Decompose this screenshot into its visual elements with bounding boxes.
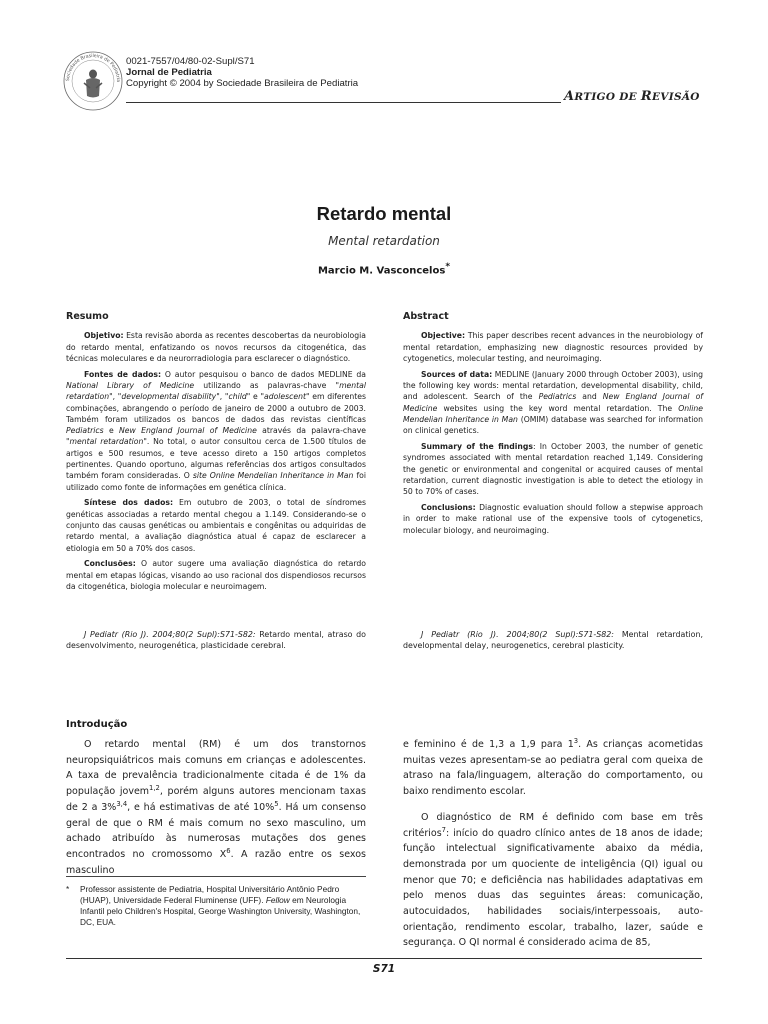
abstract-summary bbox=[403, 441, 703, 497]
objetivo-label: Objetivo: bbox=[84, 331, 124, 341]
body-text: , porém alguns autores mencionam taxas de 2 a 3% bbox=[66, 786, 366, 813]
sources-italic: Online Mendelian Inheritance in Man bbox=[403, 403, 703, 424]
section-initial: A bbox=[564, 89, 575, 104]
body-text: e feminino é de 1,3 a 1,9 para 1 bbox=[403, 739, 574, 750]
sources-label: Sources of data: bbox=[421, 369, 493, 379]
resumo-keywords bbox=[66, 629, 366, 652]
journal-name: Jornal de Pediatria bbox=[126, 66, 212, 78]
objective-text: This paper describes recent advances in the neurobiology of mental retardation, emphasizing new diagnostic resources provided by cytogenetics, molecular testing, and neuroimaging. bbox=[403, 331, 703, 363]
resumo-column bbox=[66, 311, 366, 597]
resumo-conclusoes bbox=[66, 558, 366, 592]
sources-text: websites using the key word mental retardation. The bbox=[437, 403, 679, 413]
sintese-text: Em outubro de 2003, o total de síndromes genéticas associadas a retardo mental chegou a 1.149. Considerando-se o conjunto das causas genéticas ou ambientais e congênitas ou adquiridas de retardo mental, a avaliação diagnóstica atual é capaz de esclarecer a etiologia em 50 a 70% dos casos. bbox=[66, 498, 366, 553]
fontes-italic: child bbox=[228, 392, 247, 402]
sources-text: (OMIM) database was searched for information on clinical genetics. bbox=[403, 414, 703, 436]
intro-paragraph bbox=[66, 737, 366, 878]
intro-heading: Introdução bbox=[66, 719, 128, 730]
conclusoes-label: Conclusões: bbox=[84, 559, 136, 569]
author-text: Marcio M. Vasconcelos bbox=[317, 265, 446, 277]
fontes-text: " em diferentes combinações, abrangendo o período de janeiro de 2000 a outubro de 2003. Também foram utilizados os bancos de dados das revistas científicas bbox=[66, 392, 366, 424]
sources-text: MEDLINE (January 2000 through October 2003), using the following key words: mental retardation, developmental disability, child, and adolescent. Search of the bbox=[403, 369, 703, 402]
footnote-rule bbox=[66, 876, 366, 877]
fontes-italic: mental retardation bbox=[69, 437, 144, 447]
keywords-text: Retardo mental, atraso do desenvolvimento, neurogenética, plasticidade cerebral. bbox=[66, 630, 366, 651]
article-title: Retardo mental bbox=[316, 203, 452, 224]
fontes-label: Fontes de dados: bbox=[84, 369, 162, 379]
resumo-sintese bbox=[66, 497, 366, 553]
body-text: O retardo mental (RM) é um dos transtornos neuropsiquiátricos mais comuns em crianças e adolescentes. A taxa de prevalência tradicionalmente citada é de 1% da população jovem bbox=[66, 739, 366, 798]
sources-text: and bbox=[576, 392, 603, 402]
fontes-text: O autor pesquisou o banco de dados MEDLINE da bbox=[164, 369, 367, 379]
doi-code: 0021-7557/04/80-02-Supl/S71 bbox=[126, 56, 255, 67]
fontes-text: ", " bbox=[216, 392, 229, 402]
summary-label: Summary of the findings bbox=[421, 441, 533, 451]
footer-rule bbox=[66, 958, 702, 959]
author-footnote-mark: * bbox=[445, 262, 451, 272]
body-column-left bbox=[66, 737, 366, 878]
fontes-text: " e " bbox=[246, 392, 264, 402]
copyright-line: Copyright © 2004 by Sociedade Brasileira de Pediatria bbox=[126, 77, 359, 89]
page-number: S71 bbox=[372, 963, 396, 975]
section-word2: EVISÃO bbox=[652, 91, 700, 103]
fontes-italic: site Online Mendelian Inheritance in Man bbox=[192, 471, 354, 481]
conclusions-label: Conclusions: bbox=[421, 502, 476, 512]
fontes-italic: mental retardation bbox=[66, 380, 367, 402]
reference-mark: 3 bbox=[573, 736, 579, 745]
body-text: , e há estimativas de até 10% bbox=[127, 801, 275, 813]
footnote-part: em Neurologia Infantil pelo Children's Hospital, George Washington University, Washington, DC, EUA. bbox=[80, 895, 361, 928]
fontes-text: utilizando as palavras-chave " bbox=[194, 380, 340, 390]
author-footnote bbox=[66, 884, 366, 928]
resumo-objetivo bbox=[66, 330, 366, 364]
citation: J Pediatr (Rio J). 2004;80(2 Supl):S71-S82: bbox=[84, 630, 256, 639]
abstract-column bbox=[403, 311, 703, 540]
section-label bbox=[564, 89, 700, 104]
journal-info bbox=[126, 57, 358, 89]
header-rule bbox=[126, 102, 561, 103]
abstract-conclusions bbox=[403, 502, 703, 536]
summary-text: : In October 2003, the number of genetic syndromes associated with mental retardation reached 1,149. Considering the genetic or environmental and congenital or acquired causes of mental retardation, current diagnostic investigation is able to detect the etiology in 50 to 70% of cases. bbox=[403, 441, 703, 497]
objetivo-text: Esta revisão aborda as recentes descobertas da neurobiologia do retardo mental, enfatizando os novos recursos da citogenética, das técnicas moleculares e da neurorradiologia para esclarecer o diagnóstico. bbox=[66, 331, 366, 363]
footnote-star: * bbox=[66, 884, 70, 894]
fontes-text: e bbox=[103, 426, 120, 436]
section-initial2: R bbox=[640, 89, 652, 104]
body-text: : início do quadro clínico antes de 18 anos de idade; função intelectual significativamente abaixo da média, demonstrada por um quociente de inteligência (QI) igual ou menor que 70; e deficiência nas habilidades adaptativas em pelo menos duas das seguintes áreas: comunicação, autocuidados, habilidades sociais/interpessoais, auto-orientação, rendimento escolar, trabalho, lazer, saúde e segurança. O QI normal é considerado acima de 85, bbox=[403, 827, 703, 949]
sources-italic: Pediatrics bbox=[538, 392, 577, 402]
fontes-text: através da palavra-chave " bbox=[66, 426, 366, 447]
fontes-text: ". No total, o autor consultou cerca de 1.500 títulos de artigos e 500 resumos, e teve acesso direto a 150 artigos completos pertinentes. Quando oportuno, algumas referências dos artigos consultados também foram consideradas. O bbox=[66, 437, 366, 481]
footnote-part: Professor assistente de Pediatria, Hospital Universitário Antônio Pedro (HUAP), Universidade Federal Fluminense (UFF). bbox=[80, 884, 340, 906]
abstract-keywords bbox=[403, 629, 703, 652]
fontes-text: foi utilizado como fonte de informações em genética clínica. bbox=[66, 471, 366, 492]
reference-mark: 5 bbox=[274, 799, 279, 808]
body-text: . Há um consenso geral de que o RM é mais comum no sexo masculino, um achado atribuído às numerosas mutações dos genes encontrados no cromossomo X bbox=[66, 801, 367, 860]
sources-italic: New England Journal of Medicine bbox=[403, 392, 703, 413]
intro-paragraph-continued bbox=[403, 737, 703, 800]
reference-mark: 3,4 bbox=[116, 799, 128, 808]
footnote-italic: Fellow bbox=[265, 895, 290, 906]
body-text: . As crianças acometidas muitas vezes apresentam-se ao pediatra geral com queixa de atraso na fala/linguagem, alteração do comportamento, ou baixo rendimento escolar. bbox=[403, 739, 703, 798]
section-word1: RTIGO DE bbox=[574, 91, 641, 103]
fontes-text: ", " bbox=[109, 392, 122, 402]
sintese-label: Síntese dos dados: bbox=[84, 498, 174, 508]
fontes-italic: Pediatrics bbox=[66, 426, 104, 436]
fontes-italic: New England Journal of Medicine bbox=[119, 426, 257, 436]
article-subtitle: Mental retardation bbox=[328, 234, 440, 248]
reference-mark: 1,2 bbox=[149, 783, 160, 792]
body-text: . A razão entre os sexos masculino bbox=[66, 848, 366, 876]
abstract-heading: Abstract bbox=[403, 311, 449, 322]
conclusoes-text: O autor sugere uma avaliação diagnóstica do retardo mental em etapas lógicas, visando ao uso racional dos dispendiosos recursos da citogenética, biologia molecular e neuroimagem. bbox=[66, 559, 367, 592]
footnote-text bbox=[80, 884, 366, 928]
resumo-fontes bbox=[66, 369, 366, 493]
citation: J Pediatr (Rio J). 2004;80(2 Supl):S71-S82: bbox=[421, 630, 614, 639]
body-column-right bbox=[403, 737, 703, 951]
conclusions-text: Diagnostic evaluation should follow a stepwise approach in order to make rational use of the expensive tools of cytogenetics, molecular biology, and neuroimaging. bbox=[403, 502, 703, 535]
objective-label: Objective: bbox=[421, 331, 466, 341]
svg-text:Sociedade Brasileira de Pediat: Sociedade Brasileira de Pediatria bbox=[65, 53, 121, 83]
abstract-objective bbox=[403, 330, 703, 364]
abstract-sources bbox=[403, 369, 703, 437]
diagnosis-paragraph bbox=[403, 810, 703, 951]
body-text: O diagnóstico de RM é definido com base em três critérios bbox=[403, 811, 703, 839]
fontes-italic: developmental disability bbox=[121, 392, 217, 402]
keywords-text: Mental retardation, developmental delay, neurogenetics, cerebral plasticity. bbox=[403, 630, 704, 651]
fontes-italic: National Library of Medicine bbox=[66, 380, 195, 390]
society-seal-logo bbox=[62, 50, 124, 112]
reference-mark: 7 bbox=[441, 825, 446, 834]
fontes-italic: adolescent bbox=[263, 392, 306, 402]
resumo-heading: Resumo bbox=[66, 311, 109, 322]
reference-mark: 6 bbox=[226, 846, 231, 855]
author-name bbox=[0, 262, 768, 276]
